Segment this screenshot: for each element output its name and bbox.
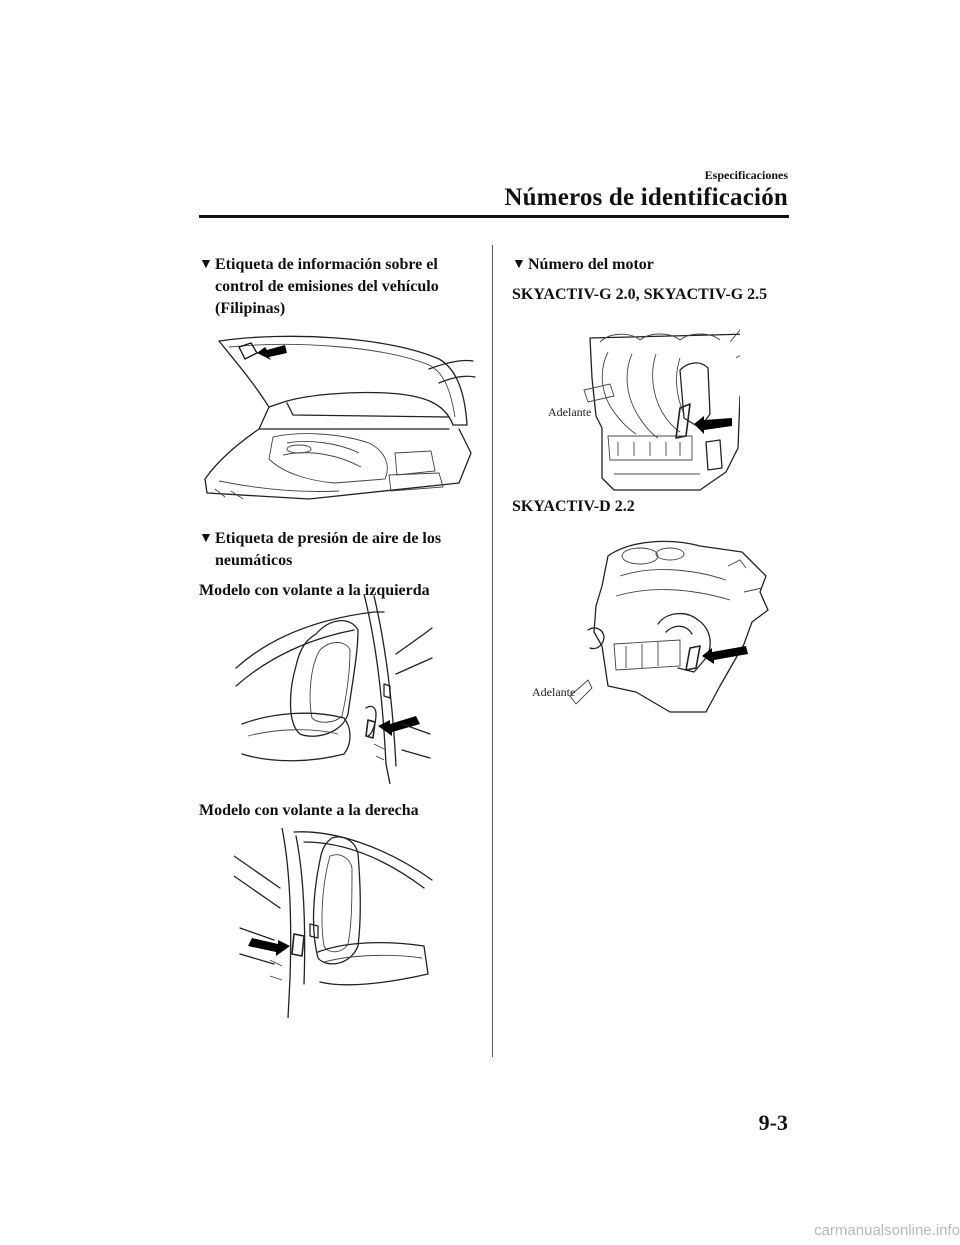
heading-line-1: Etiqueta de información sobre el xyxy=(215,256,438,273)
heading-line-1: Etiqueta de presión de aire de los xyxy=(215,530,442,547)
subhead-left-hand-drive: Modelo con volante a la izquierda xyxy=(199,582,430,599)
column-divider xyxy=(492,245,493,1057)
front-direction-arrow-icon xyxy=(584,384,614,402)
rhd-door-pillar-illustration xyxy=(234,828,434,1018)
heading-line-1: Número del motor xyxy=(528,256,654,273)
section-label: Especificaciones xyxy=(704,168,788,182)
label-arrow-icon xyxy=(257,345,287,360)
front-label: Adelante xyxy=(548,405,592,419)
triangle-marker-icon: ▼ xyxy=(199,531,213,546)
subhead-diesel-engine: SKYACTIV-D 2.2 xyxy=(512,498,635,515)
watermark: carmanualsonline.info xyxy=(814,1222,960,1239)
label-arrow-icon xyxy=(248,938,290,956)
front-label: Adelante xyxy=(532,685,576,699)
triangle-marker-icon: ▼ xyxy=(199,257,213,272)
heading-line-3: (Filipinas) xyxy=(215,300,286,317)
subhead-petrol-engines: SKYACTIV-G 2.0, SKYACTIV-G 2.5 xyxy=(512,286,768,303)
heading-line-2: neumáticos xyxy=(215,552,293,569)
page-title: Números de identificación xyxy=(504,184,788,211)
lhd-door-pillar-illustration xyxy=(234,594,434,784)
label-arrow-icon xyxy=(702,646,748,664)
triangle-marker-icon: ▼ xyxy=(512,257,526,272)
petrol-engine-illustration xyxy=(540,318,740,498)
heading-line-2: control de emisiones del vehículo xyxy=(215,278,439,295)
header-rule xyxy=(199,215,789,218)
heading-engine-number xyxy=(512,254,792,276)
page-number: 9-3 xyxy=(758,1110,788,1135)
diesel-engine-illustration xyxy=(530,536,780,716)
heading-emissions-label xyxy=(199,254,479,320)
label-arrow-icon xyxy=(694,416,732,434)
subhead-right-hand-drive: Modelo con volante a la derecha xyxy=(199,802,419,819)
hood-open-illustration xyxy=(199,333,479,503)
heading-tire-pressure xyxy=(199,528,479,572)
